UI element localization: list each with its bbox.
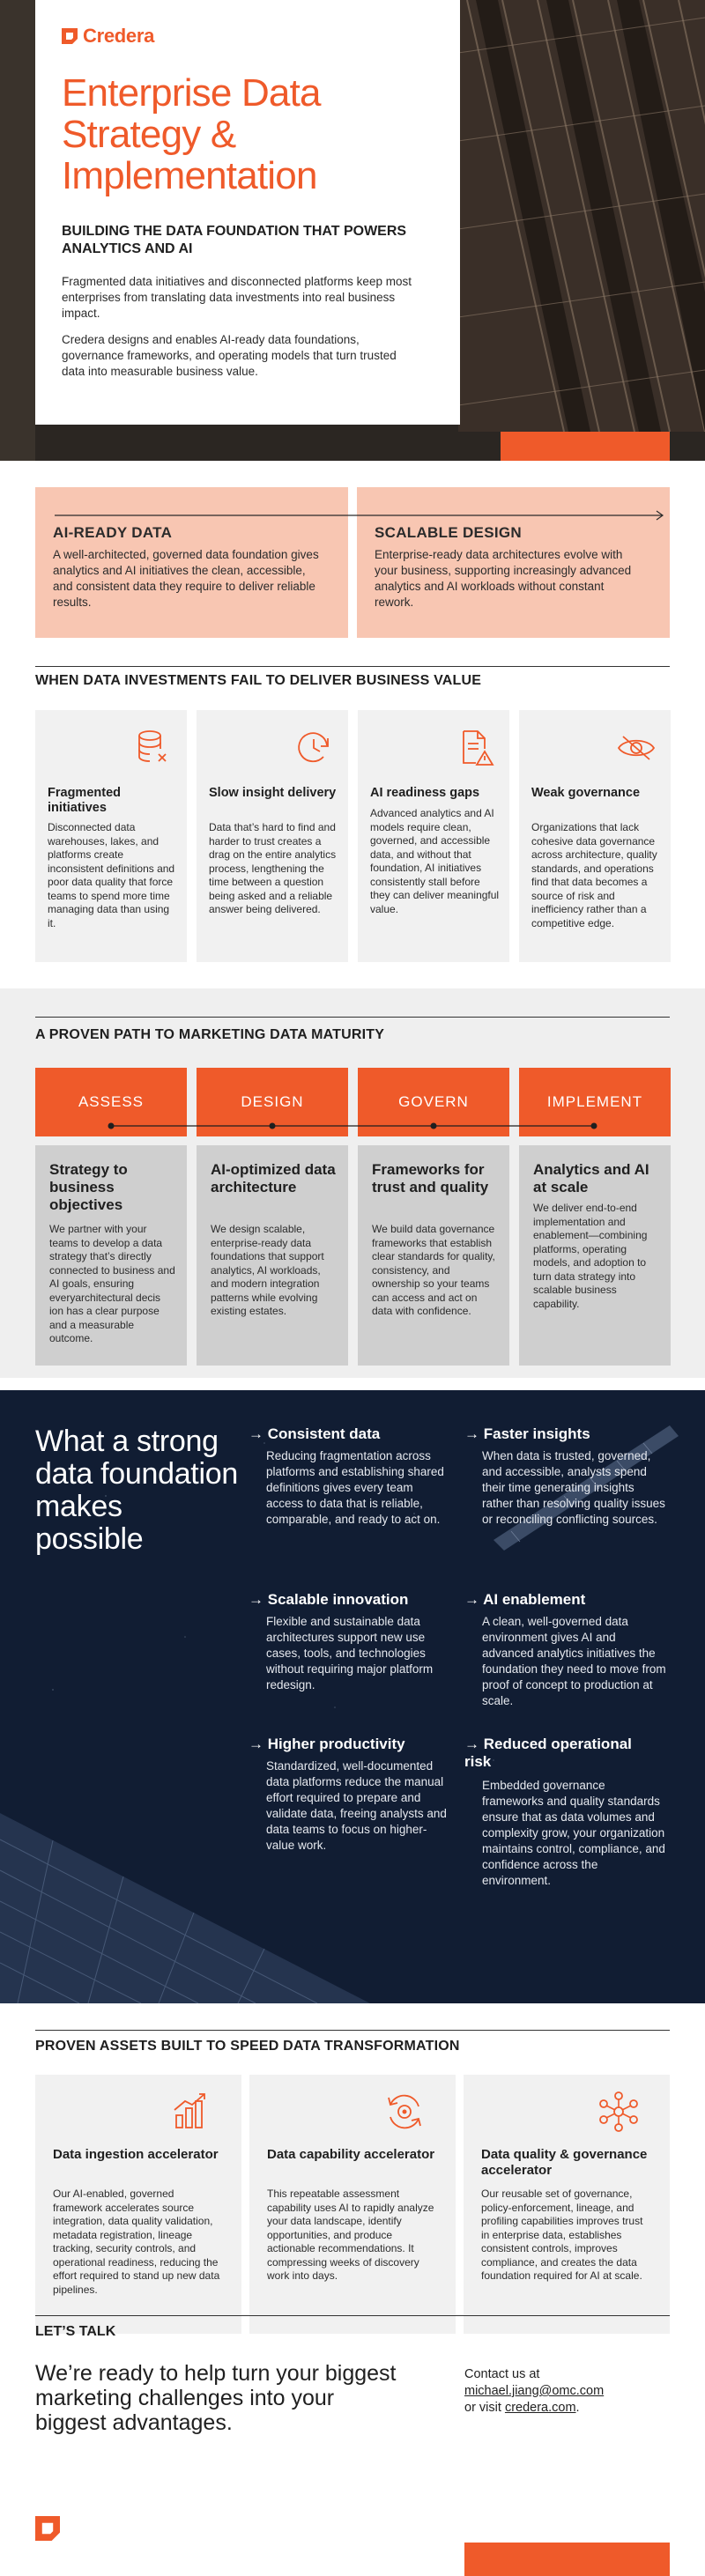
hero-value-paragraph: Credera designs and enables AI-ready data foundations, governance frameworks, and operating models that turn trusted data into measurable business value. [62, 333, 397, 378]
credera-logo-icon [35, 2516, 60, 2541]
fail-card [519, 710, 671, 962]
step-label-design: DESIGN [197, 1068, 348, 1136]
asset-title: Data quality & governance accelerator [481, 2147, 648, 2178]
section-divider [35, 2315, 670, 2316]
fail-card-text: Organizations that lack cohesive data governance across architecture, quality standards, and operations find that data becomes a source of risk and inefficiency rather than a competitive edge. [531, 821, 657, 929]
benefit-title: → Consistent data [249, 1425, 381, 1442]
contact-block [464, 2366, 667, 2417]
step-text: We partner with your teams to develop a data strategy that’s directly connected to business and AI goals, ensuring everyarchitectural decis ion has a clear purpose and a measurable outcome. [49, 1223, 175, 1344]
step-card [197, 1145, 348, 1366]
brand-name: Credera [83, 25, 155, 47]
step-label-implement: IMPLEMENT [519, 1068, 671, 1136]
fail-card [35, 710, 187, 962]
asset-title: Data capability accelerator [267, 2147, 435, 2162]
fail-cards [35, 710, 670, 962]
hero-gutter [0, 0, 35, 461]
step-label-govern: GOVERN [358, 1068, 509, 1136]
solar-panels-photo [458, 0, 705, 432]
asset-text: This repeatable assessment capability uses AI to rapidly analyze your data landscape, identify opportunities, and produce actionable recommendations. It compressing weeks of discovery work into days. [267, 2187, 434, 2282]
database-error-icon [130, 726, 174, 770]
contact-prefix: Contact us at [464, 2367, 540, 2381]
document-warning-icon [453, 726, 497, 770]
fail-card-text: Data that’s hard to find and harder to trust creates a drag on the entire analytics process, lengthening the time between a question being asked and a reliable answer being delivered. [209, 821, 337, 915]
asset-card [464, 2075, 670, 2334]
step-card [35, 1145, 187, 1366]
benefit-title: → Scalable innovation [249, 1591, 409, 1608]
website-link[interactable]: credera.com [504, 2401, 576, 2415]
arrow-right-icon [55, 508, 689, 522]
asset-title: Data ingestion accelerator [53, 2147, 219, 2162]
hero-intro-paragraph: Fragmented data initiatives and disconnected platforms keep most enterprises from translating data investments into real business impact. [62, 275, 412, 320]
asset-card [35, 2075, 241, 2334]
section-divider [35, 666, 670, 667]
benefit-title: → AI enablement [464, 1591, 586, 1608]
step-text: We design scalable, enterprise-ready data foundations that support analytics, AI workloads, and modern integration patterns while evolving existing estates. [211, 1223, 324, 1317]
hero-section [0, 0, 705, 461]
benefit-title: → Reduced operational risk [464, 1736, 632, 1770]
pillar-title: AI-READY DATA [53, 524, 173, 541]
benefits-heading: What a strong data foundation makes possible [35, 1425, 238, 1556]
step-text: We deliver end-to-end implementation and enablement—combining platforms, operating models, and adoption to turn data strategy into scalable business capability. [533, 1202, 648, 1310]
fail-card-title: AI readiness gaps [370, 786, 480, 800]
eye-off-icon [614, 726, 658, 770]
lets-talk-heading: LET’S TALK [35, 2324, 116, 2339]
closing-message: We’re ready to help turn your biggest marketing challenges into your biggest advantages. [35, 2361, 397, 2435]
pillars-section [35, 487, 670, 638]
step-title: Analytics and AI at scale [533, 1161, 649, 1195]
benefit-text: Standardized, well-documented data platforms reduce the manual effort required to prepare and validate data, freeing analysts and data teams to focus on higher-value work. [266, 1759, 447, 1852]
benefit-text: When data is trusted, governed, and accessible, analysts spend their time generating insights rather than resolving quality issues or reconciling conflicting sources. [482, 1449, 665, 1526]
fail-card-title: Weak governance [531, 786, 641, 800]
step-card [519, 1145, 671, 1366]
email-link[interactable]: michael.jiang@omc.com [464, 2384, 605, 2398]
fail-card-text: Disconnected data warehouses, lakes, and platforms create inconsistent definitions and poor data quality that force teams to spend more time managing data than using it. [48, 821, 175, 929]
step-label-assess: ASSESS [35, 1068, 187, 1136]
asset-card [249, 2075, 456, 2334]
pillar-text: A well-architected, governed data foundation gives analytics and AI initiatives the clean, accessible, and consistent data they require to deliver reliable results. [53, 548, 319, 609]
benefit-text: Embedded governance frameworks and quality standards ensure that as data volumes and complexity grow, your organization maintains control, compliance, and confidence across the environment. [482, 1779, 665, 1887]
benefit-text: Flexible and sustainable data architectures support new use cases, tools, and technologies without requiring major platform redesign. [266, 1615, 434, 1691]
section-heading-fail: WHEN DATA INVESTMENTS FAIL TO DELIVER BUSINESS VALUE [35, 673, 482, 688]
step-card [358, 1145, 509, 1366]
benefits-section [0, 1390, 705, 2003]
benefit-text: A clean, well-governed data environment gives AI and advanced analytics initiatives the foundation they need to move from proof of concept to production at scale. [482, 1615, 666, 1707]
brand-logo[interactable] [62, 25, 434, 48]
page-title: Enterprise Data Strategy & Implementation [62, 71, 321, 197]
fail-card-title: Slow insight delivery [209, 786, 337, 800]
hero-subtitle: BUILDING THE DATA FOUNDATION THAT POWERS ANALYTICS AND AI [62, 224, 407, 256]
visit-prefix: or visit [464, 2401, 501, 2415]
accent-bar [501, 432, 670, 461]
fail-card-text: Advanced analytics and AI models require clean, governed, and accessible data, and without that foundation, AI initiatives consistently stall before they can deliver meaningful value. [370, 807, 500, 915]
hero-card [35, 0, 460, 425]
refresh-clock-icon [292, 726, 336, 770]
gear-cycle-icon [382, 2089, 427, 2135]
benefit-title: → Higher productivity [249, 1736, 405, 1752]
pillar-text: Enterprise-ready data architectures evolve with your business, supporting increasingly advanced analytics and AI workloads without constant rework. [375, 548, 632, 609]
asset-text: Our reusable set of governance, policy-enforcement, lineage, and profiling capabilities improves trust in enterprise data, establishes consistent controls, improves compliance, and creates the data foundation required for AI at scale. [481, 2187, 643, 2282]
footer-accent-bar [464, 2543, 670, 2576]
section-divider [35, 2030, 670, 2031]
section-heading-path: A PROVEN PATH TO MARKETING DATA MATURITY [35, 1027, 385, 1042]
benefit-title: → Faster insights [464, 1425, 590, 1442]
chart-growth-icon [167, 2089, 213, 2135]
step-text: We build data governance frameworks that establish clear standards for quality, consistency, and ownership so your teams can access and act on data with confidence. [372, 1223, 495, 1317]
step-title: Strategy to business objectives [49, 1161, 128, 1213]
network-nodes-icon [596, 2089, 642, 2135]
fail-card-title: Fragmented initiatives [48, 786, 121, 815]
pillar-title: SCALABLE DESIGN [375, 524, 522, 541]
benefit-text: Reducing fragmentation across platforms and establishing shared definitions gives every team access to data that is reliable, comparable, and ready to act on. [266, 1449, 444, 1526]
timeline-line [35, 1121, 670, 1131]
credera-logo-icon [62, 28, 78, 44]
section-divider [35, 1017, 670, 1018]
step-title: AI-optimized data architecture [211, 1161, 336, 1195]
fail-card [197, 710, 348, 962]
asset-text: Our AI-enabled, governed framework accelerates source integration, data quality validation, metadata registration, lineage tracking, security controls, and operational readiness, reducing the effort required to stand up new data pipelines. [53, 2187, 220, 2296]
visit-suffix: . [575, 2401, 580, 2415]
fail-card [358, 710, 509, 962]
section-heading-assets: PROVEN ASSETS BUILT TO SPEED DATA TRANSFORMATION [35, 2039, 460, 2054]
step-title: Frameworks for trust and quality [372, 1161, 489, 1195]
